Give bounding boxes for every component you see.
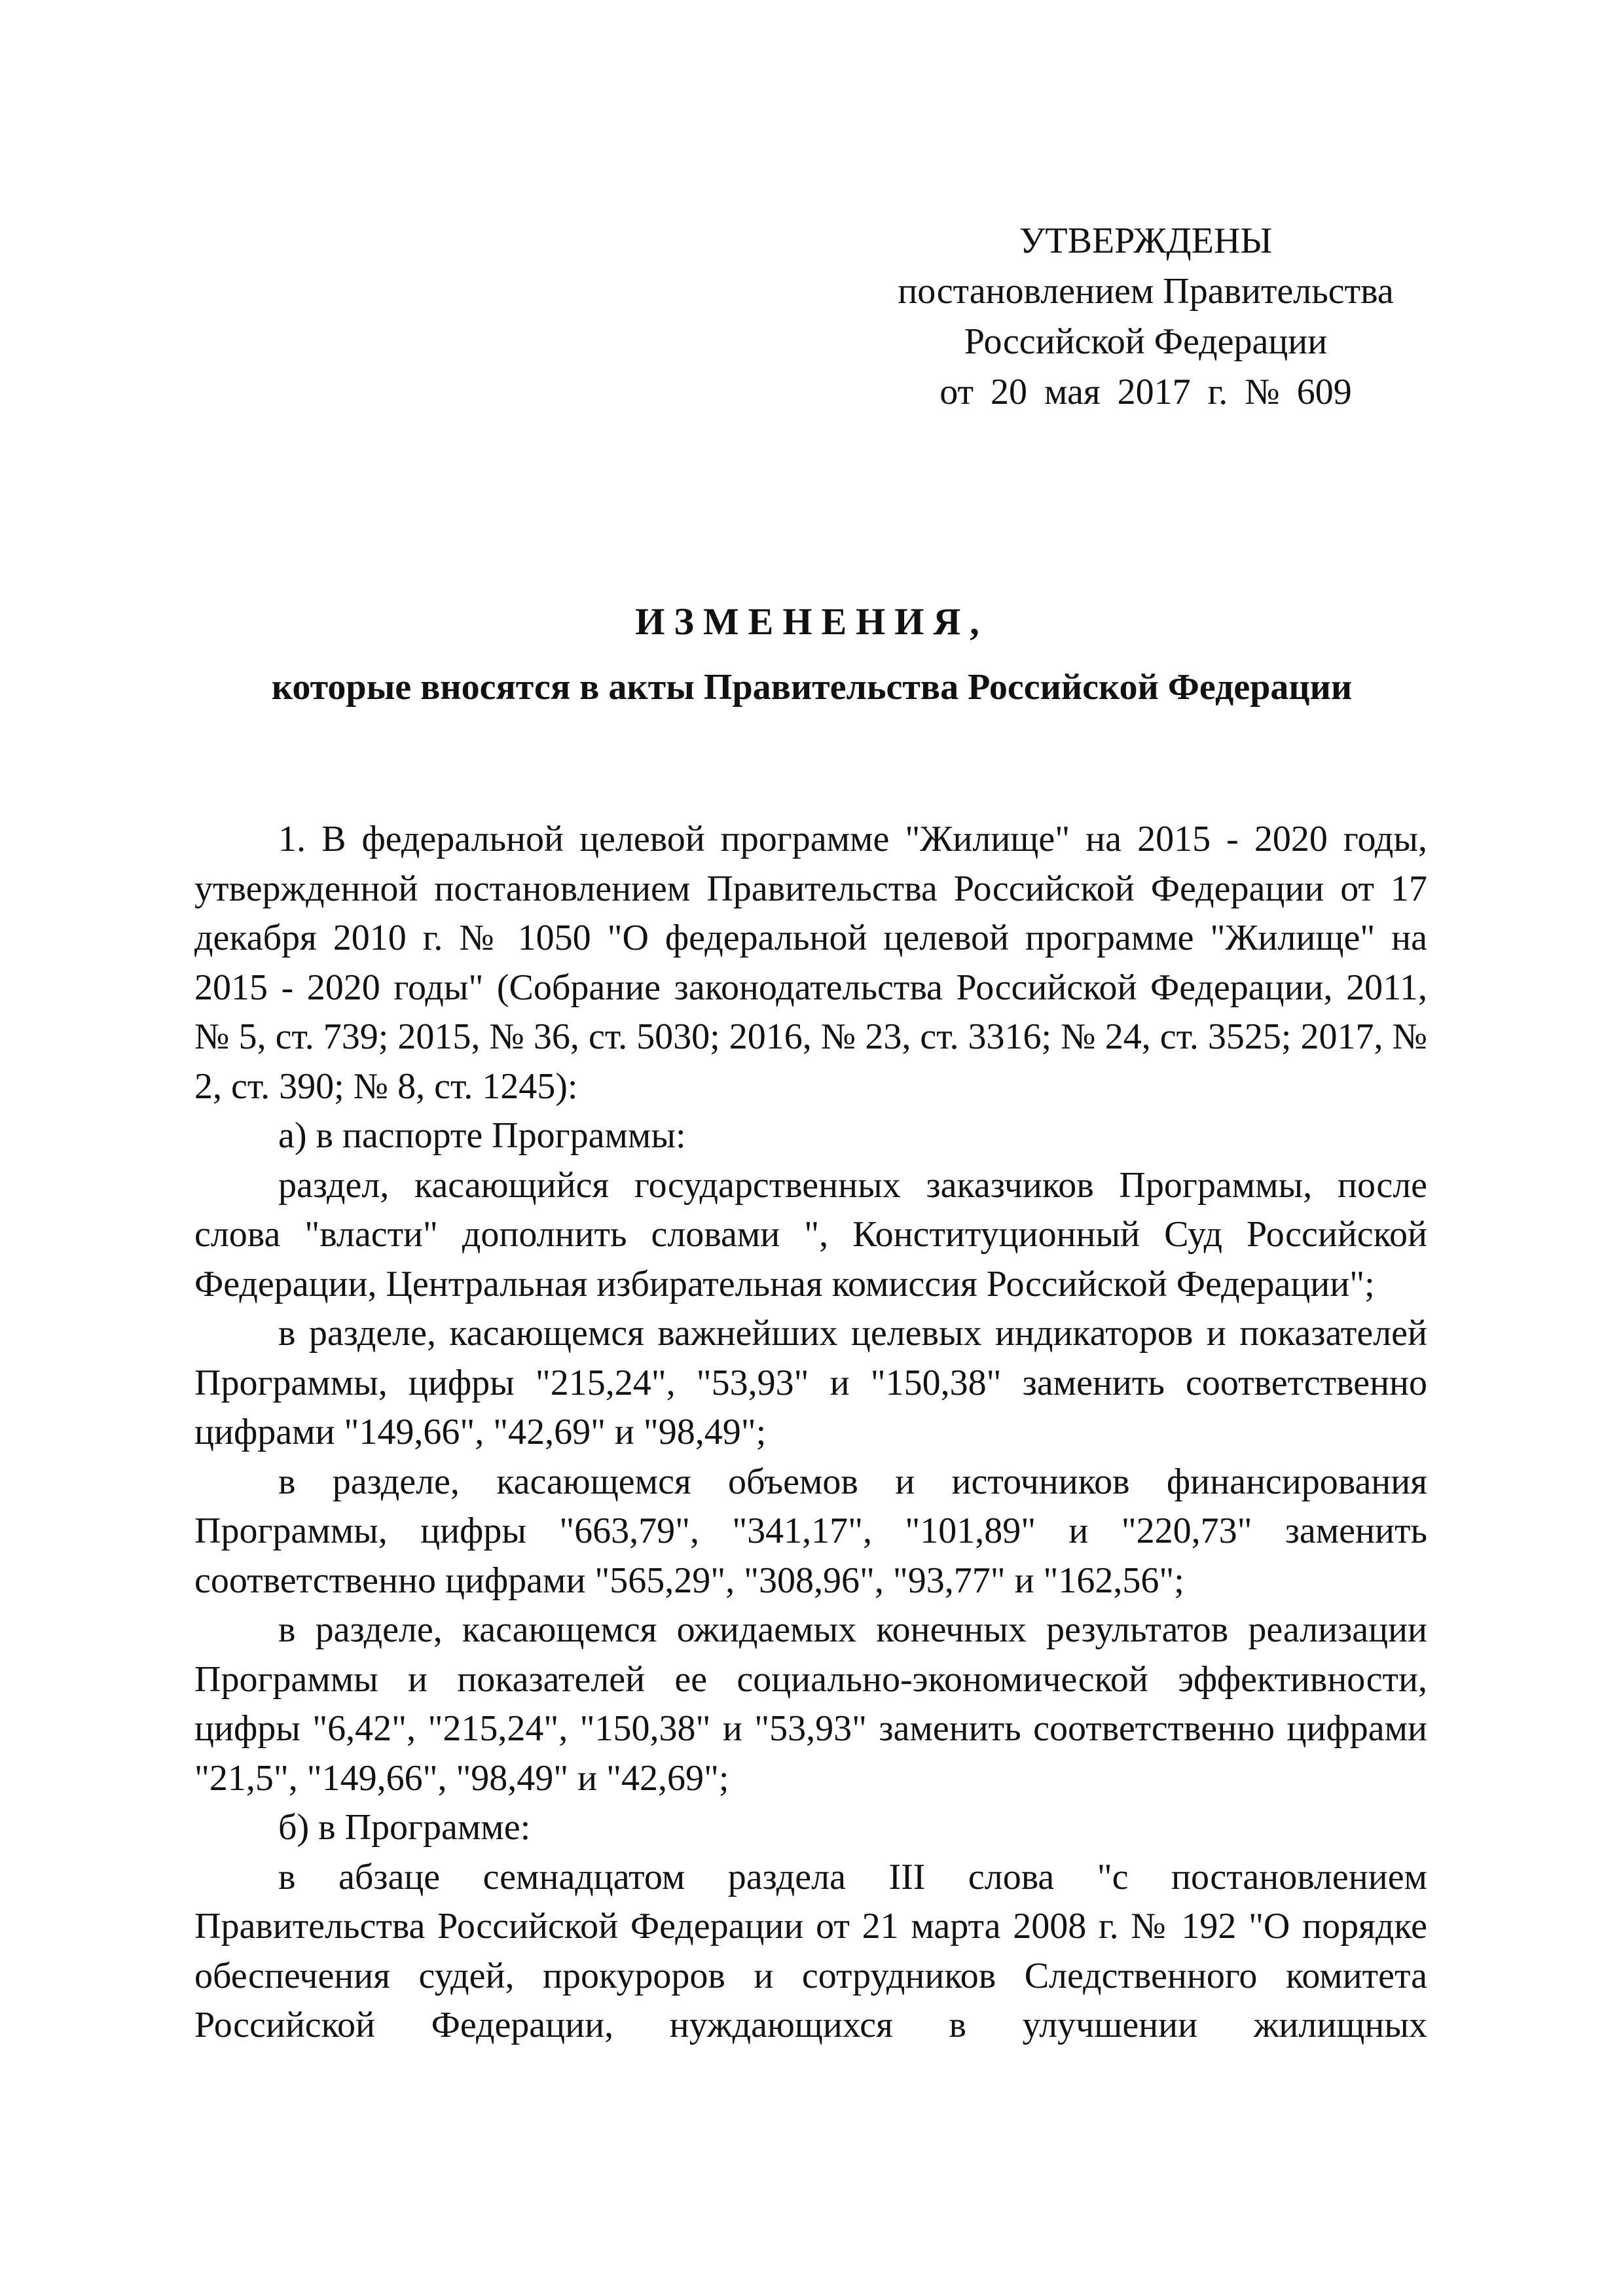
approval-stamp xyxy=(851,216,1440,418)
paragraph-3: раздел, касающийся государственных заказчиков Программы, после слова "власти" дополнить словами ", Конституционный Суд Российской Федерации, Центральная избирательная комиссия Российской Федерации"; xyxy=(194,1164,1427,1304)
document-body xyxy=(194,815,1427,2051)
paragraph-5: в разделе, касающемся объемов и источников финансирования Программы, цифры "663,79", "341,17", "101,89" и "220,73" заменить соответственно цифрами "565,29", "308,96", "93,77" и "162,56"; xyxy=(194,1461,1427,1601)
paragraph-1: 1. В федеральной целевой программе "Жилище" на 2015 - 2020 годы, утвержденной постановлением Правительства Российской Федерации от 17 декабря 2010 г. № 1050 "О федеральной целевой программе "Жилище" на 2015 - 2020 годы" (Собрание законодательства Российской Федерации, 2011, № 5, ст. 739; 2015, № 36, ст. 5030; 2016, № 23, ст. 3316; № 24, ст. 3525; 2017, № 2, ст. 390; № 8, ст. 1245): xyxy=(194,819,1427,1107)
approval-title: УТВЕРЖДЕНЫ xyxy=(1019,221,1273,261)
title-subtitle: которые вносятся в акты Правительства Российской Федерации xyxy=(271,667,1353,708)
approval-country: Российской Федерации xyxy=(964,321,1328,362)
paragraph-8: в абзаце семнадцатом раздела III слова "с постановлением Правительства Российской Федерации от 21 марта 2008 г. № 192 "О порядке обеспечения судей, прокуроров и сотрудников Следственного комитета Российской Федерации, нуждающихся в улучшении жилищных xyxy=(194,1856,1427,2045)
document-title xyxy=(196,592,1427,714)
approval-date-number: от 20 мая 2017 г. № 609 xyxy=(939,372,1352,412)
approval-authority: постановлением Правительства xyxy=(898,271,1394,312)
paragraph-6: в разделе, касающемся ожидаемых конечных результатов реализации Программы и показателей ее социально-экономической эффективности, цифры "6,42", "215,24", "150,38" и "53,93" заменить соответственно цифрами "21,5", "149,66", "98,49" и "42,69"; xyxy=(194,1609,1427,1799)
title-main: ИЗМЕНЕНИЯ, xyxy=(635,600,989,643)
paragraph-4: в разделе, касающемся важнейших целевых индикаторов и показателей Программы, цифры "215,24", "53,93" и "150,38" заменить соответственно цифрами "149,66", "42,69" и "98,49"; xyxy=(194,1313,1427,1452)
paragraph-2: а) в паспорте Программы: xyxy=(278,1115,686,1156)
paragraph-7: б) в Программе: xyxy=(278,1807,531,1848)
